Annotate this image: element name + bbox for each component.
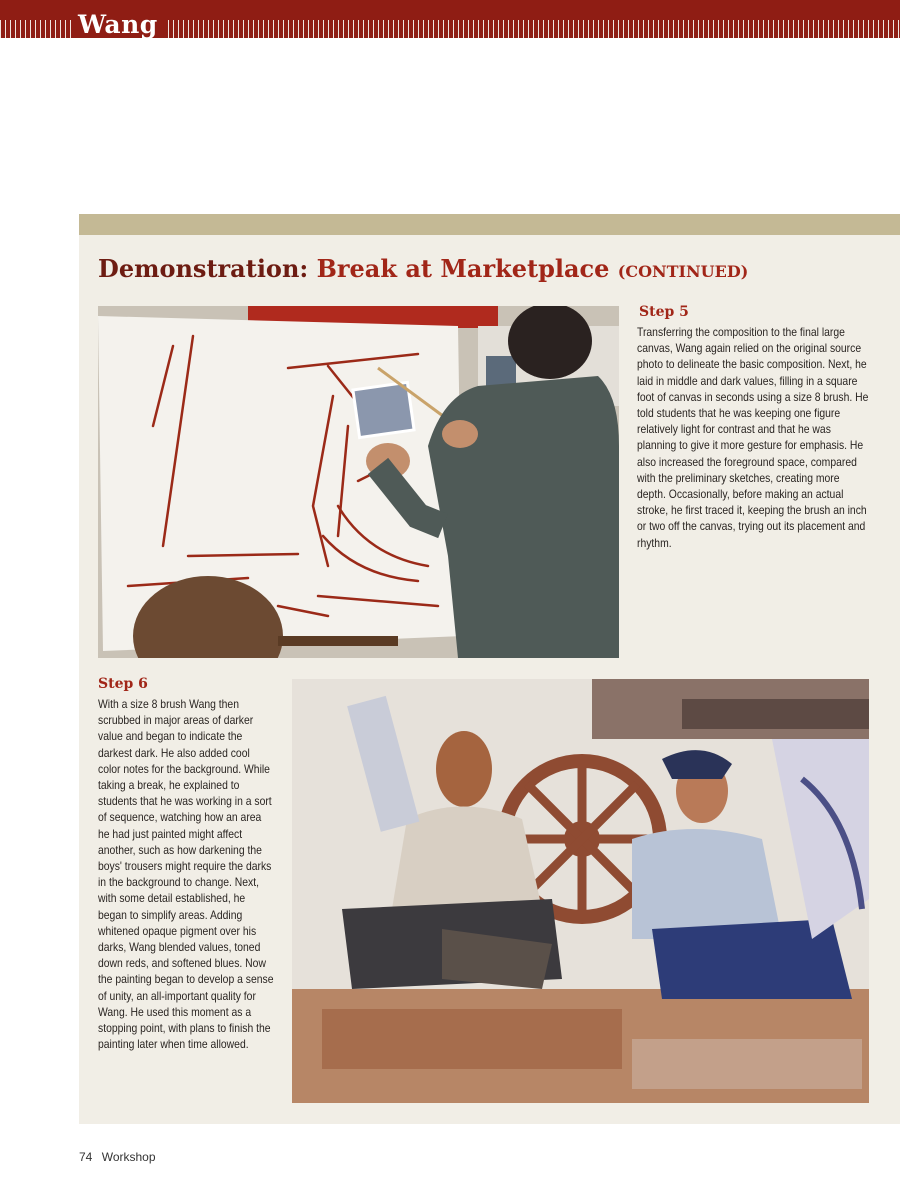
demonstration-panel	[79, 214, 900, 1124]
panel-top-bar	[79, 214, 900, 235]
step-5-heading: Step 5	[639, 304, 689, 320]
publication-label: Workshop	[101, 1150, 156, 1164]
section-title-continued: (CONTINUED)	[617, 262, 749, 281]
section-title-part2: Break at Marketplace	[316, 254, 610, 283]
top-banner	[0, 0, 900, 38]
banner-decoration	[0, 20, 75, 38]
step-5-text: Transferring the composition to the final large canvas, Wang again relied on the original source photo to delineate the basic composition. Next, he laid in middle and dark values, filling in a square foot of canvas in seconds using a size 8 brush. He told students that he was keeping one figure relatively light for contrast and that he was planning to give it more gesture for emphasis. He also increased the foreground space, compared with the preliminary sketches, creating more depth. Occasionally, before making an actual stroke, he first traced it, keeping the brush an inch or two off the canvas, trying out its placement and rhythm.	[637, 325, 869, 550]
banner-title: Wang	[78, 10, 158, 38]
page-number: 74	[79, 1150, 93, 1164]
demonstration-photo	[98, 306, 619, 658]
painting-photo	[292, 679, 869, 1103]
section-title	[98, 254, 748, 283]
page-footer	[79, 1150, 156, 1164]
banner-decoration	[168, 20, 900, 38]
step-6-text: With a size 8 brush Wang then scrubbed in major areas of darker value and began to indicate the darkest dark. He also added cool color notes for the background. While taking a break, he explained to students that he was working in a sort of sequence, watching how an area he had just painted might affect another, such as how darkening the boys' trousers might require the darks in the background to change. Next, with some detail established, he began to simplify areas. Adding whitened opaque pigment over his darks, Wang blended values, toned down reds, and softened blues. Now the painting began to develop a sense of unity, an all-important quality for Wang. He used this moment as a stopping point, with plans to finish the painting later when time allowed.	[98, 697, 274, 1052]
step-6-heading: Step 6	[98, 676, 148, 692]
section-title-part1: Demonstration:	[98, 254, 309, 283]
